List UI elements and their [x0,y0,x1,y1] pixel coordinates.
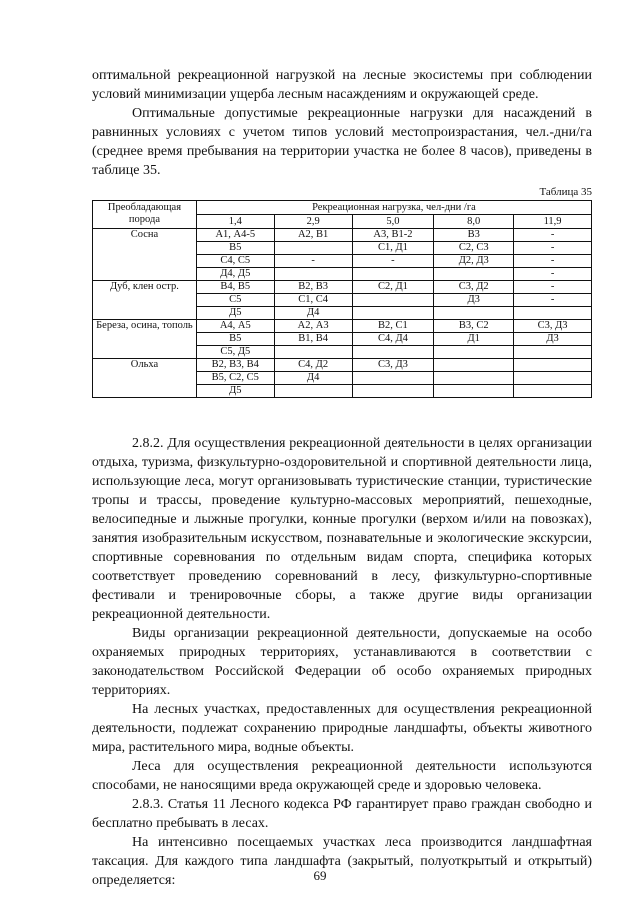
intro-paragraph-2: Оптимальные допустимые рекреационные нагрузки для насаждений в равнинных условиях с учетом типов условий местопроизрастания, чел.-дни/га (среднее время пребывания на территории участка не более 8 часов), приведены в таблице 35. [92,106,592,178]
paragraph-landscapes: На лесных участках, предоставленных для осуществления рекреационной деятельности, подлежат сохранению природные ландшафты, объекты животного мира, растительного мира, водные объекты. [92,702,592,755]
table-cell: В2, С1 [352,320,434,333]
table-cell: В1, В4 [274,333,352,346]
table-cell: Д5 [196,307,274,320]
table-cell: В5 [196,333,274,346]
table-cell [434,307,514,320]
table-row [93,281,592,294]
table-cell: - [514,294,592,307]
table-cell: Д3 [434,294,514,307]
table-cell [514,359,592,372]
table-cell: С5 [196,294,274,307]
table-cell: В3 [434,229,514,242]
table-cell: С5, Д5 [196,346,274,359]
table-cell [434,268,514,281]
table-cell: Д5 [196,385,274,398]
table-cell [434,359,514,372]
section-2-8-3: 2.8.3. Статья 11 Лесного кодекса РФ гарантирует право граждан свободно и бесплатно пребывать в лесах. [92,797,592,831]
table-cell: Д3 [514,333,592,346]
intro-text [92,66,592,180]
table-cell [274,385,352,398]
table-cell: С1, С4 [274,294,352,307]
table-cell: - [274,255,352,268]
table-row [93,320,592,333]
table-cell [352,268,434,281]
load-value: 2,9 [274,215,352,229]
table-cell: В5, С2, С5 [196,372,274,385]
table-cell: А3, В1-2 [352,229,434,242]
load-value: 8,0 [434,215,514,229]
table-cell [514,385,592,398]
load-value: 1,4 [196,215,274,229]
table-cell: С3, Д2 [434,281,514,294]
table-cell [434,372,514,385]
table-cell: - [514,242,592,255]
header-load: Рекреационная нагрузка, чел-дни /га [196,201,591,215]
table-cell: - [514,229,592,242]
table-cell: А4, А5 [196,320,274,333]
table-cell: С4, С5 [196,255,274,268]
table-cell: С4, Д4 [352,333,434,346]
table-cell [352,294,434,307]
table-cell: А1, А4-5 [196,229,274,242]
load-value: 11,9 [514,215,592,229]
table-cell [434,346,514,359]
table-cell [352,307,434,320]
table-cell [274,346,352,359]
table-cell: В4, В5 [196,281,274,294]
section-2-8-2: 2.8.2. Для осуществления рекреационной деятельности в целях организации отдыха, туризма, физкультурно-оздоровительной и спортивной деятельности лица, использующие леса, могут организовывать туристические станции, туристические тропы и трассы, проведение культурно-массовых мероприятий, пешеходные, велосипедные и лыжные прогулки, конные прогулки (верхом и/или на повозках), занятия изобразительным искусством, познавательные и экологические экскурсии, спортивные соревнования по отдельным видам спорта, специфика которых соответствует проведению соревнований в лесу, физкультурно-спортивные фестивали и тренировочные сборы, а также другие виды организации рекреационной деятельности. [92,436,592,622]
recreation-load-table [92,200,592,398]
table-cell: Д4, Д5 [196,268,274,281]
table-caption: Таблица 35 [539,186,592,198]
table-cell: С1, Д1 [352,242,434,255]
table-cell: - [514,268,592,281]
table-cell [514,346,592,359]
load-value: 5,0 [352,215,434,229]
page-number: 69 [313,868,327,883]
table-cell: - [514,281,592,294]
table-cell: Д4 [274,307,352,320]
table-cell: В2, В3, В4 [196,359,274,372]
table-row [93,229,592,242]
table-row [93,359,592,372]
table-cell [352,385,434,398]
table-cell [274,268,352,281]
table-cell [352,346,434,359]
table-cell: А2, А3 [274,320,352,333]
table-cell: А2, В1 [274,229,352,242]
table-cell: С3, Д3 [352,359,434,372]
paragraph-landscape-taxation: На интенсивно посещаемых участках леса производится ландшафтная таксация. Для каждого типа ландшафта (закрытый, полуоткрытый и открытый) определяется: [92,835,592,888]
table-cell: С3, Д3 [514,320,592,333]
table-cell: Д2, Д3 [434,255,514,268]
table-cell: - [514,255,592,268]
species-cell: Береза, осина, тополь [93,320,197,359]
table-cell: - [352,255,434,268]
paragraph-protected-areas: Виды организации рекреационной деятельности, допускаемые на особо охраняемых природных территориях, устанавливаются в соответствии с законодательством Российской Федерации об особо охраняемых природных территориях. [92,626,592,698]
table-cell: Д1 [434,333,514,346]
table-cell: С2, С3 [434,242,514,255]
table-cell [274,242,352,255]
table-cell [514,372,592,385]
table-cell [434,385,514,398]
table-cell: С2, Д1 [352,281,434,294]
table-cell: В5 [196,242,274,255]
body-text [92,434,592,890]
table-body [93,229,592,398]
table-cell [514,307,592,320]
table-cell: В3, С2 [434,320,514,333]
table-cell: Д4 [274,372,352,385]
species-cell: Сосна [93,229,197,281]
table-cell: В2, В3 [274,281,352,294]
table-cell [352,372,434,385]
paragraph-forest-use: Леса для осуществления рекреационной деятельности используются способами, не наносящими вреда окружающей среде и здоровью человека. [92,759,592,793]
species-cell: Ольха [93,359,197,398]
intro-paragraph-1: оптимальной рекреационной нагрузкой на лесные экосистемы при соблюдении условий минимизации ущерба лесным насаждениям и окружающей среде. [92,68,592,102]
table-cell: С4, Д2 [274,359,352,372]
header-species: Преобладающая порода [93,201,197,229]
species-cell: Дуб, клен остр. [93,281,197,320]
